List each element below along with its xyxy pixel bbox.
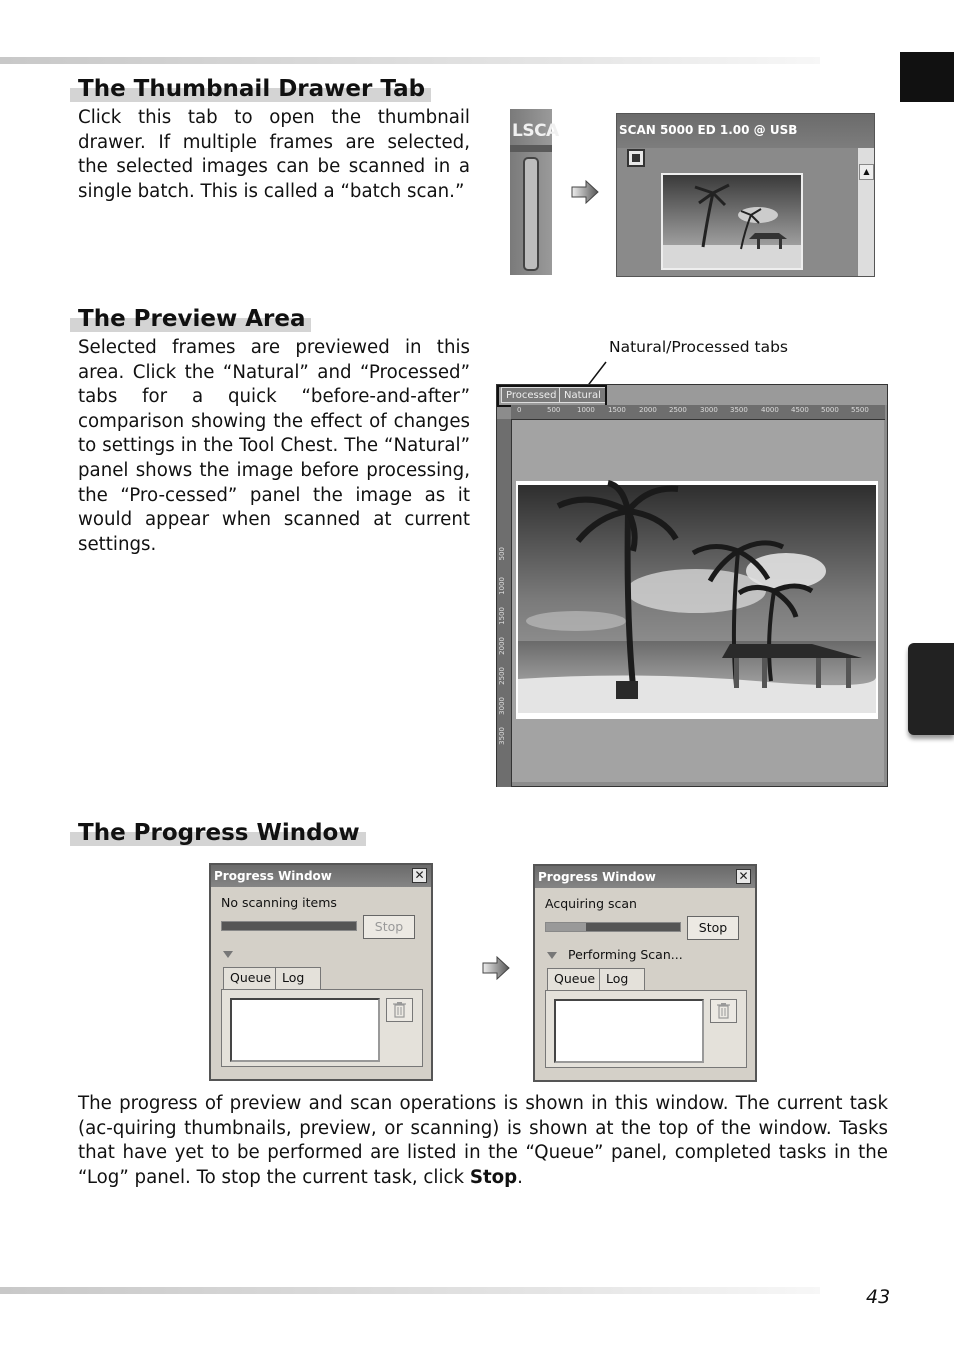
stop-button[interactable]: Stop (687, 916, 739, 940)
tab-queue[interactable]: Queue (547, 968, 602, 990)
ruler-h-label: 1000 (577, 406, 595, 414)
close-icon[interactable]: ✕ (736, 869, 751, 884)
progress-status: Acquiring scan (545, 896, 637, 911)
thumbnail-beach-image (663, 175, 801, 268)
frame-select-checkbox[interactable] (627, 149, 645, 167)
ruler-h-label: 500 (547, 406, 561, 414)
drawer-tab-divider (510, 145, 552, 152)
scroll-up-icon[interactable]: ▲ (859, 164, 874, 180)
heading-preview-area: The Preview Area (70, 306, 311, 332)
ruler-h-label: 5500 (851, 406, 869, 414)
heading-progress-window: The Progress Window (70, 820, 366, 846)
drawer-window-title: SCAN 5000 ED 1.00 @ USB (619, 123, 798, 137)
progress-description-text: The progress of preview and scan operations is shown in this window. The current task (ac-quiring thumbnails, preview, or scanning) is shown at the top of the window. Tasks that have yet to be performed are listed in the “Queue” panel, completed tasks in the “Log” panel. To stop the current task, click (78, 1093, 888, 1188)
right-arrow-icon (570, 179, 600, 205)
ruler-h-label: 1500 (608, 406, 626, 414)
bottom-rule (0, 1287, 820, 1294)
progress-window-description (78, 1092, 888, 1190)
preview-photo[interactable] (516, 481, 878, 719)
ruler-v-label: 2500 (498, 667, 506, 685)
disclosure-triangle-icon[interactable] (547, 952, 557, 959)
horizontal-ruler (511, 405, 885, 420)
ruler-v-label: 1500 (498, 607, 506, 625)
natural-processed-tabs-callout: Natural/Processed tabs (609, 338, 788, 356)
ruler-h-label: 4000 (761, 406, 779, 414)
stop-button[interactable]: Stop (363, 915, 415, 939)
vertical-ruler (497, 419, 512, 787)
queue-list[interactable] (230, 998, 380, 1062)
ruler-h-label: 0 (517, 406, 522, 414)
right-arrow-icon (481, 955, 511, 981)
queue-panel (221, 989, 423, 1067)
progress-bar (221, 921, 357, 931)
progress-description-end: . (517, 1166, 523, 1188)
drawer-title-bar (617, 114, 874, 148)
tab-processed[interactable]: Processed (501, 387, 561, 403)
page-number: 43 (866, 1286, 891, 1308)
heading-thumbnail-drawer-tab: The Thumbnail Drawer Tab (70, 76, 431, 102)
chapter-tab-marker (900, 52, 954, 102)
tab-log[interactable]: Log (599, 968, 645, 990)
ruler-h-label: 4500 (791, 406, 809, 414)
beach-photo-image (516, 481, 878, 719)
thumbnail-drawer-open (616, 113, 875, 277)
ruler-h-label: 3000 (700, 406, 718, 414)
top-rule (0, 57, 820, 64)
tabs-highlight-box (497, 385, 607, 407)
ruler-v-label: 1000 (498, 577, 506, 595)
trash-icon[interactable] (386, 998, 413, 1022)
drawer-tab-handle[interactable] (523, 157, 539, 271)
close-icon[interactable]: ✕ (412, 868, 427, 883)
progress-bar (545, 922, 681, 932)
queue-panel (545, 990, 747, 1068)
drawer-tab-label: LSCA (512, 121, 559, 141)
ruler-v-label: 3000 (498, 697, 506, 715)
progress-window-title: Progress Window (214, 869, 332, 883)
ruler-h-label: 3500 (730, 406, 748, 414)
thumbnail-drawer-tab-closed (510, 109, 559, 275)
progress-window-title-bar (535, 866, 755, 888)
thumbnail-frame[interactable] (661, 173, 803, 270)
tab-log[interactable]: Log (275, 967, 321, 989)
drawer-scrollbar[interactable] (857, 148, 874, 276)
preview-area-description: Selected frames are previewed in this area. Click the “Natural” and “Processed” tabs for a quick “before-and-after” comparison showing the effect of changes to settings in the Tool Chest. The “Natural” panel shows the image before processing, the “Pro-cessed” panel the image as it would appear when scanned at current settings. (78, 337, 470, 555)
ruler-v-label: 500 (498, 547, 506, 561)
thumbnail-drawer-description: Click this tab to open the thumbnail drawer. If multiple frames are selected, the selected images can be scanned in a single batch. This is called a “batch scan.” (78, 107, 470, 202)
ruler-v-label: 2000 (498, 637, 506, 655)
progress-window-idle (209, 863, 433, 1081)
ruler-v-label: 3500 (498, 727, 506, 745)
ruler-h-label: 2000 (639, 406, 657, 414)
progress-substatus: Performing Scan... (568, 947, 683, 962)
progress-window-scanning (533, 864, 757, 1082)
progress-window-title-bar (211, 865, 431, 887)
stop-keyword: Stop (469, 1166, 518, 1188)
trash-icon[interactable] (710, 999, 737, 1023)
progress-status: No scanning items (221, 895, 337, 910)
tab-natural[interactable]: Natural (559, 387, 606, 403)
progress-window-title: Progress Window (538, 870, 656, 884)
disclosure-triangle-icon[interactable] (223, 951, 233, 958)
ruler-h-label: 2500 (669, 406, 687, 414)
queue-list[interactable] (554, 999, 704, 1063)
tab-queue[interactable]: Queue (223, 967, 278, 989)
ruler-h-label: 5000 (821, 406, 839, 414)
preview-area-screenshot (496, 384, 888, 787)
section-thumb-tab (908, 643, 954, 735)
